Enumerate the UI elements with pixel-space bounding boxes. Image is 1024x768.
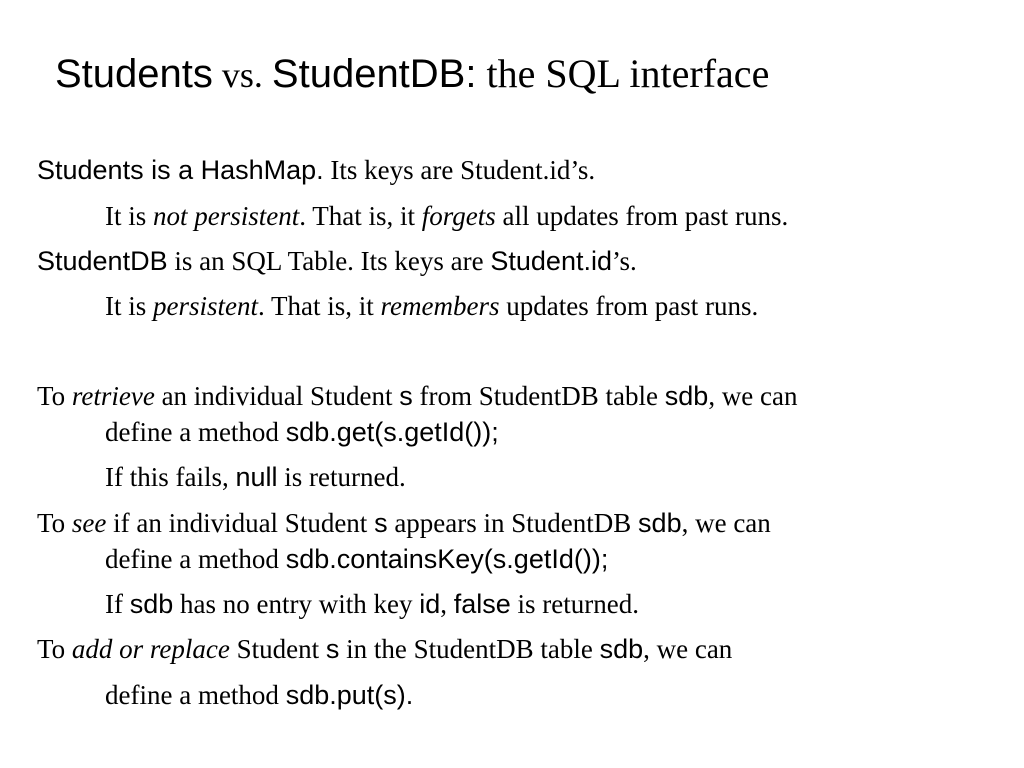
body-line-11 [37,636,732,663]
title-students: Students [55,52,213,96]
text-segment: sdb [129,589,174,619]
text-segment: sdb [599,634,644,664]
text-segment: To [37,381,72,411]
text-segment: , [440,589,454,619]
text-segment: define a method [105,680,286,710]
text-segment: is an SQL Table. Its keys are [167,246,491,276]
body-line-9 [105,546,608,573]
text-segment: remembers [380,291,500,321]
body-line-6 [105,419,499,446]
text-segment: is returned. [510,589,640,619]
text-segment: It is [105,201,154,231]
text-segment: appears in StudentDB [387,508,639,538]
text-segment: Students is a HashMap. [37,155,324,185]
title-vs: vs. [212,55,272,95]
body-line-5 [37,383,798,410]
text-segment: s [325,634,340,664]
text-segment: false [453,589,511,619]
text-segment: If this fails, [105,462,236,492]
text-segment: , we can [708,381,798,411]
text-segment: add or replace [71,634,230,664]
text-segment: in the StudentDB table [339,634,600,664]
body-line-1 [37,157,595,184]
text-segment: , we can [681,508,771,538]
text-segment: sdb.containsKey(s.getId()); [285,544,609,574]
text-segment: . That is, it [258,291,381,321]
text-segment: retrieve [71,381,155,411]
text-segment: from StudentDB table [412,381,665,411]
body-line-7 [105,464,406,491]
text-segment: s [399,381,413,411]
text-segment: It is [105,291,154,321]
text-segment: persistent [153,291,259,321]
text-segment: an individual Student [154,381,400,411]
title-studentdb: StudentDB: [271,52,477,96]
text-segment: s [374,508,388,538]
text-segment: all updates from past runs. [495,201,789,231]
text-segment: null [235,462,278,492]
text-segment: Its keys are Student.id’s. [323,155,596,185]
text-segment: StudentDB [37,246,168,276]
text-segment: . That is, it [299,201,422,231]
text-segment: forgets [421,201,496,231]
body-line-8 [37,510,771,537]
slide-title [55,51,770,96]
body-line-3 [37,248,637,275]
text-segment: updates from past runs. [499,291,759,321]
body-line-2 [105,203,788,230]
text-segment: has no entry with key [173,589,420,619]
text-segment: not persistent [153,201,300,231]
text-segment: sdb [638,508,682,538]
body-line-10 [105,591,639,618]
text-segment: Student.id [490,246,612,276]
text-segment: If [105,589,130,619]
text-segment: To [37,634,72,664]
text-segment: is returned. [277,462,406,492]
text-segment: see [71,508,107,538]
text-segment: if an individual Student [106,508,375,538]
body-line-12 [105,682,413,709]
text-segment: , we can [643,634,733,664]
text-segment: sdb.get(s.getId()); [285,417,499,447]
text-segment: To [37,508,72,538]
text-segment: sdb.put(s). [285,680,414,710]
title-sql-interface: the SQL interface [476,51,770,96]
text-segment: define a method [105,544,286,574]
text-segment: ’s. [611,246,637,276]
body-line-4 [105,293,758,320]
text-segment: define a method [105,417,286,447]
text-segment: id [419,589,441,619]
text-segment: Student [229,634,326,664]
text-segment: sdb [664,381,709,411]
